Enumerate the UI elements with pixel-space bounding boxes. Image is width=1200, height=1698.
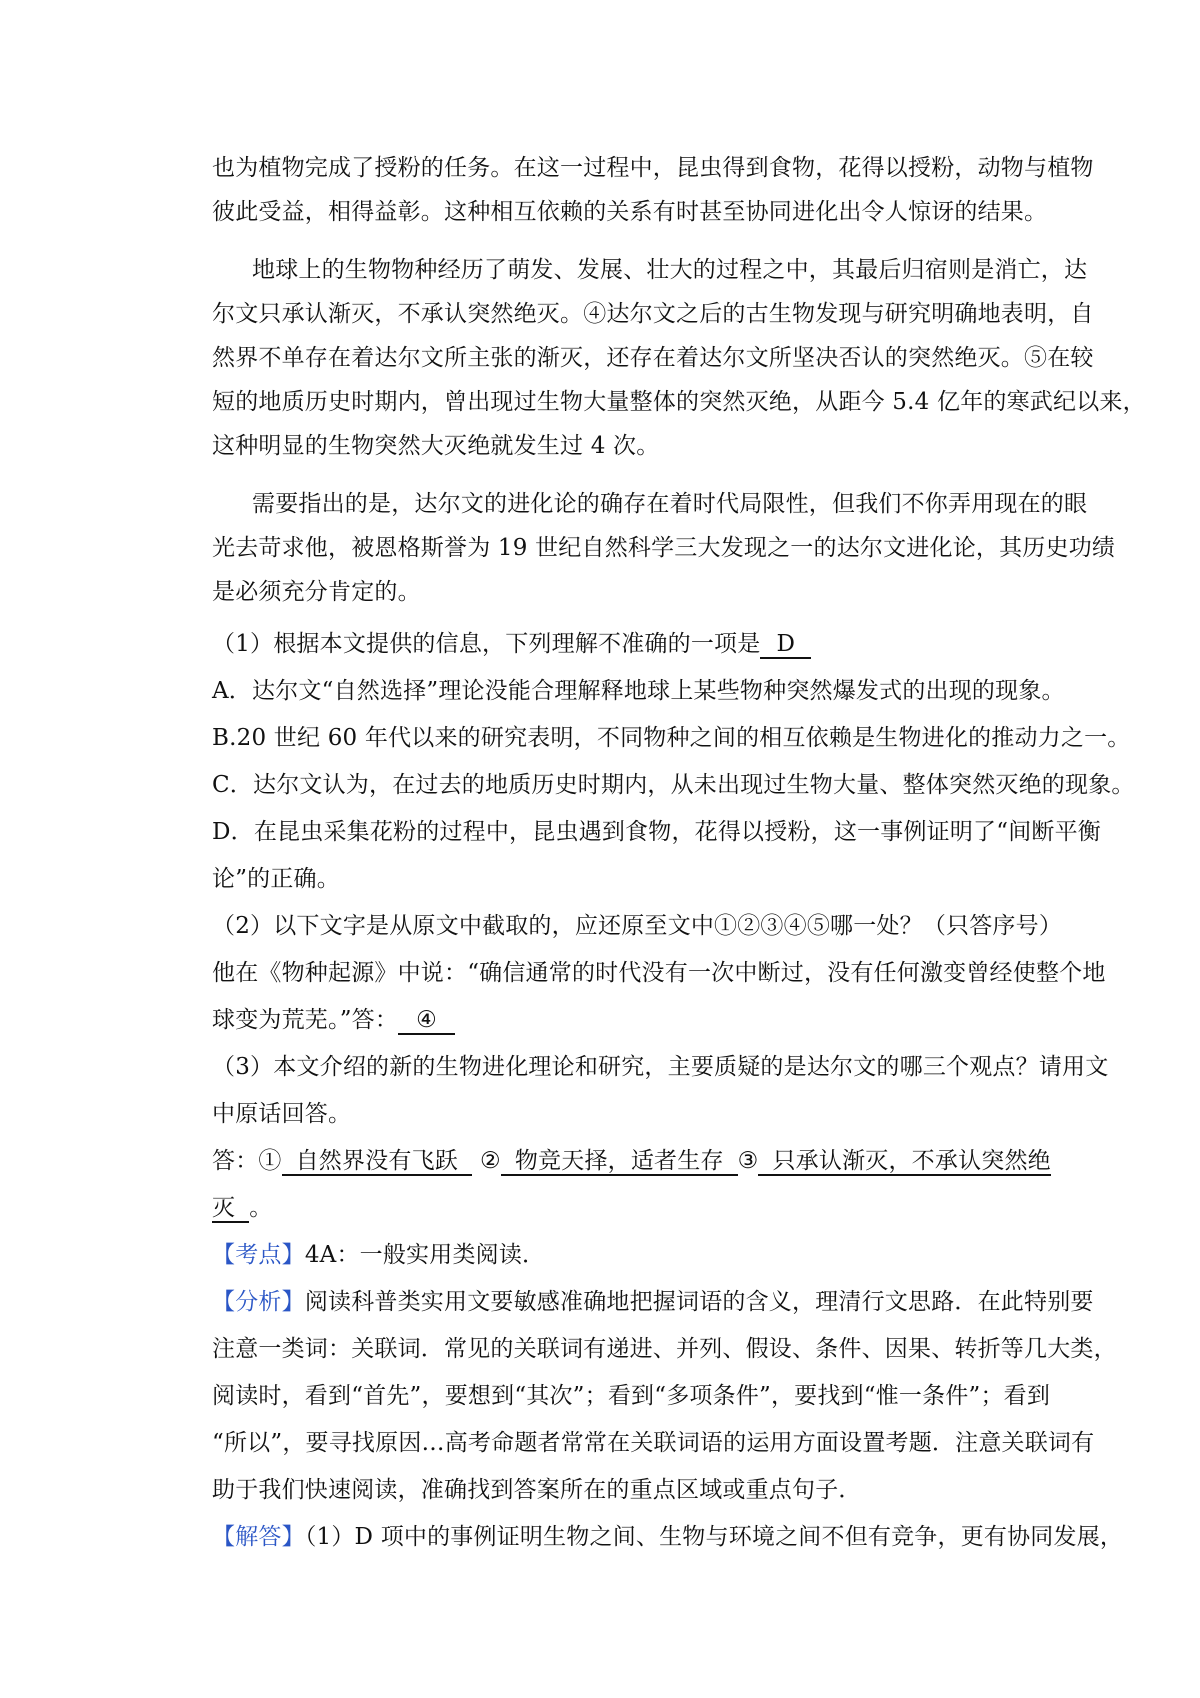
answer-3-mark: ③ — [737, 1148, 759, 1174]
question-2-quote: 他在《物种起源》中说：“确信通常的时代没有一次中断过，没有任何激变曾经使整个地 — [212, 960, 1106, 986]
passage-line: 是必须充分肯定的。 — [212, 579, 421, 605]
jieda-text: （1）D 项中的事例证明生物之间、生物与环境之间不但有竞争，更有协同发展， — [304, 1524, 1124, 1550]
kaodian-line — [212, 1239, 1032, 1271]
passage-line: 然界不单存在着达尔文所主张的渐灭，还存在着达尔文所坚决否认的突然绝灭。⑤在较 — [212, 345, 1094, 371]
fenxi-line: 阅读时，看到“首先”，要想到“其次”；看到“多项条件”，要找到“惟一条件”；看到 — [212, 1383, 1051, 1409]
answer-1: 自然界没有飞跃 — [282, 1148, 472, 1176]
answer-2-mark: ② — [480, 1148, 501, 1174]
passage-line: 短的地质历史时期内，曾出现过生物大量整体的突然灭绝，从距今 5.4 亿年的寒武纪以来， — [212, 389, 1146, 415]
question-3-answer-cont — [212, 1192, 1032, 1224]
question-2-answer: ④ — [398, 1007, 455, 1035]
jieda-line — [212, 1521, 1124, 1553]
passage-line: 这种明显的生物突然大灭绝就发生过 4 次。 — [212, 433, 660, 459]
passage-line: 尔文只承认渐灭，不承认突然绝灭。④达尔文之后的古生物发现与研究明确地表明，自 — [212, 301, 1094, 327]
fenxi-text: 阅读科普类实用文要敏感准确地把握词语的含义，理清行文思路．在此特别要 — [304, 1289, 1094, 1315]
question-2-answer-line — [212, 1004, 1032, 1036]
question-2-stem: （2）以下文字是从原文中截取的，应还原至文中①②③④⑤哪一处？（只答序号） — [212, 913, 1063, 939]
passage-line: 地球上的生物物种经历了萌发、发展、壮大的过程之中，其最后归宿则是消亡，达 — [252, 257, 1088, 283]
answer-3-cont: 灭 — [212, 1195, 249, 1223]
question-2-quote-end: 球变为荒芜。”答： — [212, 1007, 399, 1033]
option-d-cont: 论”的正确。 — [212, 866, 340, 892]
kaodian-tag: 【考点】 — [212, 1242, 305, 1268]
question-1-answer: D — [760, 631, 811, 659]
option-d: D．在昆虫采集花粉的过程中，昆虫遇到食物，花得以授粉，这一事例证明了“间断平衡 — [212, 819, 1101, 845]
fenxi-line — [212, 1286, 1094, 1318]
kaodian-text: 4A：一般实用类阅读． — [304, 1242, 546, 1268]
passage-line: 彼此受益，相得益彰。这种相互依赖的关系有时甚至协同进化出令人惊讶的结果。 — [212, 199, 1048, 225]
fenxi-line: 助于我们快速阅读，准确找到答案所在的重点区域或重点句子． — [212, 1477, 862, 1503]
option-a: A．达尔文“自然选择”理论没能合理解释地球上某些物种突然爆发式的出现的现象。 — [212, 678, 1065, 704]
passage-line: 也为植物完成了授粉的任务。在这一过程中，昆虫得到食物，花得以授粉，动物与植物 — [212, 155, 1094, 181]
option-b: B.20 世纪 60 年代以来的研究表明，不同物种之间的相互依赖是生物进化的推动力之一。 — [212, 725, 1131, 751]
answer-2: 物竞天择，适者生存 — [501, 1148, 738, 1176]
question-3-stem-cont: 中原话回答。 — [212, 1101, 352, 1127]
passage-line: 光去苛求他，被恩格斯誉为 19 世纪自然科学三大发现之一的达尔文进化论，其历史功绩 — [212, 535, 1116, 561]
fenxi-line: “所以”，要寻找原因…高考命题者常常在关联词语的运用方面设置考题．注意关联词有 — [212, 1430, 1095, 1456]
question-3-answer-line — [212, 1145, 1051, 1177]
answer-end: 。 — [249, 1195, 273, 1221]
question-1-text: （1）根据本文提供的信息，下列理解不准确的一项是 — [212, 631, 761, 657]
answer-3: 只承认渐灭，不承认突然绝 — [758, 1148, 1050, 1176]
fenxi-line: 注意一类词：关联词．常见的关联词有递进、并列、假设、条件、因果、转折等几大类， — [212, 1336, 1117, 1362]
option-c: C．达尔文认为，在过去的地质历史时期内，从未出现过生物大量、整体突然灭绝的现象。 — [212, 772, 1135, 798]
question-1-stem — [212, 628, 1032, 660]
fenxi-tag: 【分析】 — [212, 1289, 305, 1315]
jieda-tag: 【解答】 — [212, 1524, 305, 1550]
question-3-stem: （3）本文介绍的新的生物进化理论和研究，主要质疑的是达尔文的哪三个观点？请用文 — [212, 1054, 1109, 1080]
answer-prefix: 答：① — [212, 1148, 282, 1174]
passage-line: 需要指出的是，达尔文的进化论的确存在着时代局限性，但我们不你弄用现在的眼 — [252, 491, 1088, 517]
